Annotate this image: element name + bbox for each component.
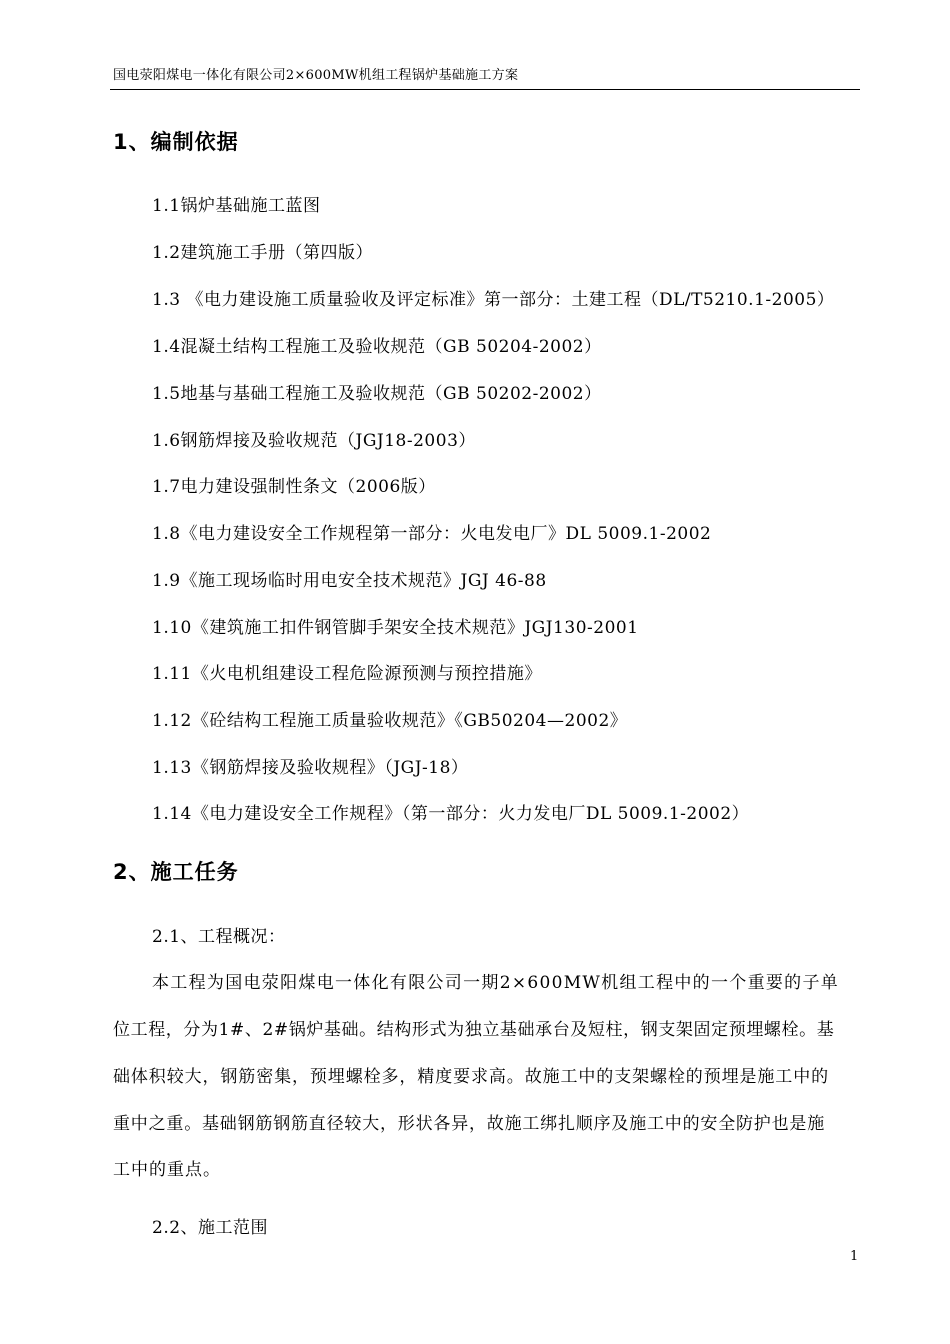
section-1-heading: 1、编制依据 — [113, 130, 239, 154]
subsection-2-1-heading: 2.1、工程概况： — [152, 927, 286, 947]
reference-item: 1.10《建筑施工扣件钢管脚手架安全技术规范》JGJ130-2001 — [152, 618, 639, 638]
reference-item: 1.12《砼结构工程施工质量验收规范》《GB50204—2002》 — [152, 711, 628, 731]
reference-item: 1.4混凝土结构工程施工及验收规范（GB 50204-2002） — [152, 337, 602, 357]
page-number: 1 — [850, 1249, 859, 1264]
paragraph-line: 位工程，分为1#、2#锅炉基础。结构形式为独立基础承台及短柱，钢支架固定预埋螺栓。基 — [113, 1020, 835, 1040]
subsection-2-2-heading: 2.2、施工范围 — [152, 1218, 269, 1238]
page-header-title: 国电荥阳煤电一体化有限公司2×600MW机组工程锅炉基础施工方案 — [113, 68, 519, 83]
reference-item: 1.8《电力建设安全工作规程第一部分：火电发电厂》DL 5009.1-2002 — [152, 524, 712, 544]
reference-item: 1.3 《电力建设施工质量验收及评定标准》第一部分：土建工程（DL/T5210.1-2005） — [152, 290, 835, 310]
reference-item: 1.5地基与基础工程施工及验收规范（GB 50202-2002） — [152, 384, 602, 404]
paragraph-line: 础体积较大，钢筋密集，预埋螺栓多，精度要求高。故施工中的支架螺栓的预埋是施工中的 — [113, 1067, 829, 1087]
paragraph-line: 工中的重点。 — [113, 1160, 221, 1180]
reference-item: 1.13《钢筋焊接及验收规程》（JGJ-18） — [152, 758, 469, 778]
reference-item: 1.6钢筋焊接及验收规范（JGJ18-2003） — [152, 431, 476, 451]
paragraph-line: 重中之重。基础钢筋钢筋直径较大，形状各异，故施工绑扎顺序及施工中的安全防护也是施 — [113, 1114, 825, 1134]
reference-item: 1.7电力建设强制性条文（2006版） — [152, 477, 436, 497]
reference-item: 1.1锅炉基础施工蓝图 — [152, 196, 321, 216]
reference-item: 1.11《火电机组建设工程危险源预测与预控措施》 — [152, 664, 542, 684]
reference-item: 1.9《施工现场临时用电安全技术规范》JGJ 46-88 — [152, 571, 547, 591]
reference-item: 1.14《电力建设安全工作规程》（第一部分：火力发电厂DL 5009.1-2002） — [152, 804, 750, 824]
reference-item: 1.2建筑施工手册（第四版） — [152, 243, 374, 263]
paragraph-line: 本工程为国电荥阳煤电一体化有限公司一期2×600MW机组工程中的一个重要的子单 — [152, 973, 840, 993]
header-divider — [110, 89, 860, 90]
section-2-heading: 2、施工任务 — [113, 860, 239, 884]
